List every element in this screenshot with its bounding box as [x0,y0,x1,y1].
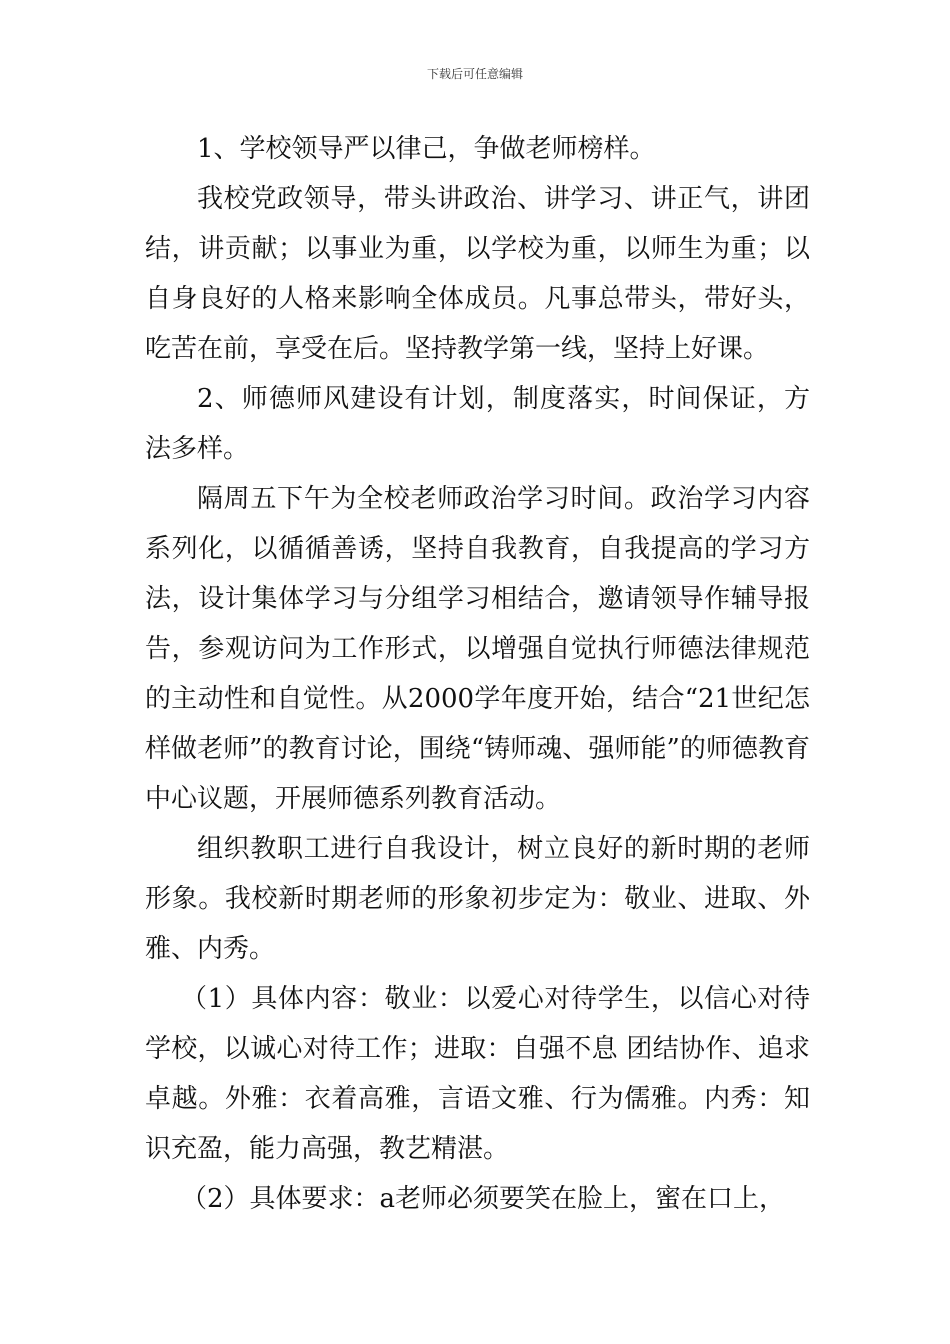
page-header-note: 下载后可任意编辑 [426,67,523,81]
document-body [145,124,810,1224]
paragraph-specific-content: （1）具体内容：敬业：以爱心对待学生，以信心对待学校，以诚心对待工作；进取：自强不息 团结协作、追求卓越。外雅：衣着高雅，言语文雅、行为儒雅。内秀：知识充盈，能力高强，教艺精湛。 [145,984,810,1164]
paragraph-section-2-heading: 2、师德师风建设有计划，制度落实，时间保证，方法多样。 [145,384,810,464]
paragraph-specific-requirements: （2）具体要求：a老师必须要笑在脸上，蜜在口上， [181,1184,786,1214]
paragraph-section-1-heading: 1、学校领导严以律己，争做老师榜样。 [197,134,656,164]
paragraph-teacher-image: 组织教职工进行自我设计，树立良好的新时期的老师形象。我校新时期老师的形象初步定为：敬业、进取、外雅、内秀。 [145,834,810,964]
paragraph-study-schedule: 隔周五下午为全校老师政治学习时间。政治学习内容系列化，以循循善诱，坚持自我教育，自我提高的学习方法，设计集体学习与分组学习相结合，邀请领导作辅导报告，参观访问为工作形式，以增强自觉执行师德法律规范的主动性和自觉性。从2000学年度开始，结合“21世纪怎样做老师”的教育讨论，围绕“铸师魂、强师能”的师德教育中心议题，开展师德系列教育活动。 [145,484,810,814]
paragraph-leadership: 我校党政领导，带头讲政治、讲学习、讲正气，讲团结，讲贡献；以事业为重，以学校为重，以师生为重；以自身良好的人格来影响全体成员。凡事总带头，带好头，吃苦在前，享受在后。坚持教学第一线，坚持上好课。 [145,184,810,364]
